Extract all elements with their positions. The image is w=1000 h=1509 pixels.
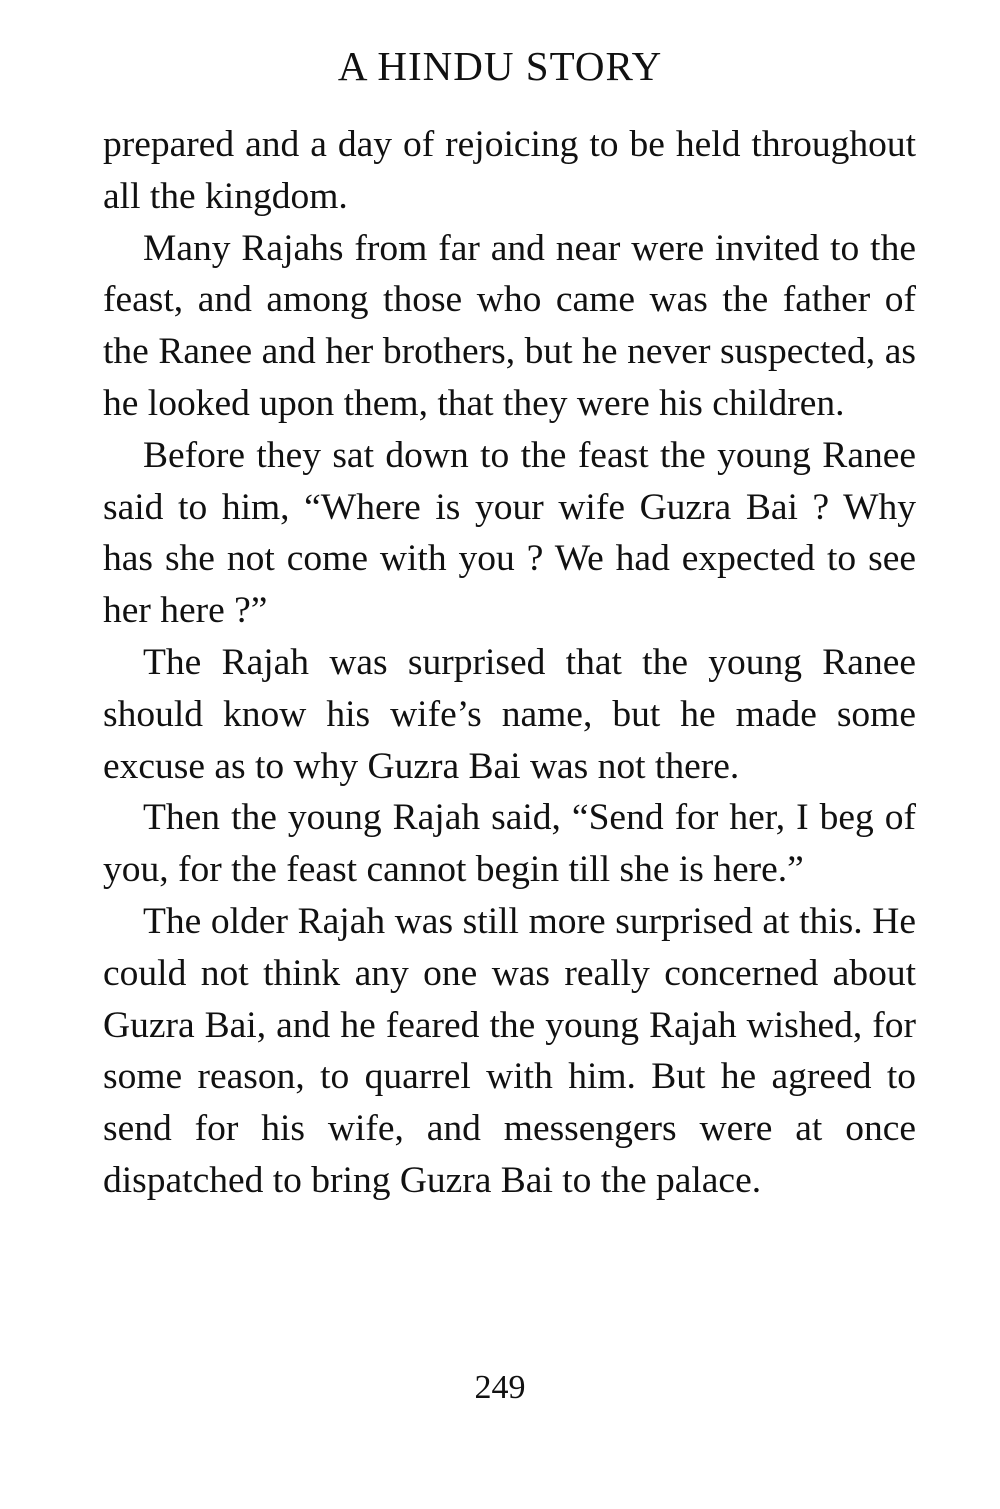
paragraph: Many Rajahs from far and near were invited to the feast, and among those who came was the father of the Ranee and her brothers, but he never suspected, as he looked upon them, that they were his children. (103, 227, 916, 424)
paragraph: The Rajah was surprised that the young Ranee should know his wife’s name, but he made some excuse as to why Guzra Bai was not there. (103, 641, 916, 787)
body-text (103, 119, 916, 1207)
paragraph: Before they sat down to the feast the young Ranee said to him, “Where is your wife Guzra Bai ? Why has she not come with you ? We had expected to see her here ?” (103, 434, 916, 632)
page-number: 249 (474, 1369, 526, 1406)
running-head: A HINDU STORY (337, 43, 663, 89)
paragraph: Then the young Rajah said, “Send for her, I beg of you, for the feast cannot begin till she is here.” (103, 797, 916, 891)
paragraph-continued: prepared and a day of rejoicing to be held throughout all the kingdom. (103, 124, 916, 217)
paragraph: The older Rajah was still more surprised at this. He could not think any one was really concerned about Guzra Bai, and he feared the young Rajah wished, for some reason, to quarrel with him. But he agreed to send for his wife, and messengers were at once dispatched to bring Guzra Bai to the palace. (103, 900, 916, 1201)
